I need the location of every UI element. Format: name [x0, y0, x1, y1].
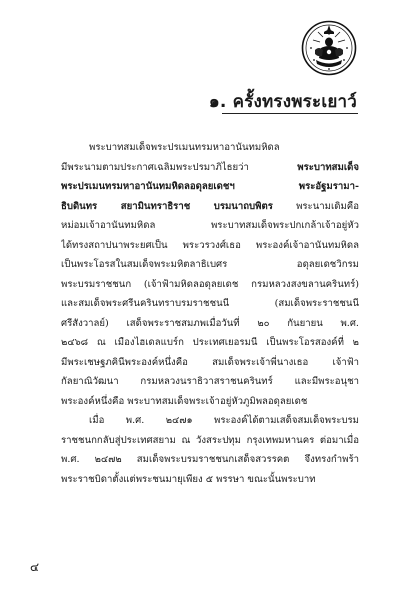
text-segment: เมื่อ พ.ศ. ๒๔๗๑ พระองค์ได้ตามเสด็จสมเด็จพระบรม: [89, 415, 359, 426]
bold-text-segment: พระบาทสมเด็จ: [297, 161, 359, 173]
text-segment: ๒๔๖๘ ณ เมืองไฮเดลแบร์ก ประเทศเยอรมนี เป็นพระโอรสองค์ที่ ๒: [61, 337, 359, 348]
text-segment: มีพระนามตามประกาศเฉลิมพระปรมาภิไธยว่า: [61, 161, 298, 173]
text-segment: พระนามเดิมคือ: [272, 200, 359, 212]
text-segment: ได้ทรงสถาปนาพระยศเป็น พระวรวงศ์เธอ พระองค์เจ้าอานันทมหิดล: [61, 239, 359, 251]
text-segment: พ.ศ. ๒๔๗๒ สมเด็จพระบรมราชชนกเสด็จสวรรคต จึงทรงกำพร้า: [61, 454, 359, 465]
royal-seal-emblem-icon: [301, 20, 357, 76]
paragraph-line: [61, 392, 359, 412]
chapter-title: ๑. ครั้งทรงพระเยาว์: [208, 92, 357, 112]
paragraph-line: [61, 411, 359, 431]
text-segment: พระราชบิดาตั้งแต่พระชนมายุเพียง ๕ พรรษา ขณะนั้นพระบาท: [61, 473, 316, 485]
page-number: ๔: [30, 560, 40, 574]
paragraph-line: [61, 450, 359, 470]
paragraph-line: [61, 470, 359, 490]
paragraph-line: [61, 177, 359, 197]
text-segment: พระบาทสมเด็จพระปรเมนทรมหาอานันทมหิดล: [89, 142, 280, 153]
text-segment: หม่อมเจ้าอานันทมหิดล พระบาทสมเด็จพระปกเกล้าเจ้าอยู่หัว: [61, 220, 359, 231]
paragraph-line: [61, 314, 359, 334]
paragraph-line: [61, 216, 359, 236]
title-underline-divider: [222, 113, 358, 114]
bold-text-segment: ธิบดินทร สยามินทราธิราช บรมนาถบพิตร: [61, 200, 273, 212]
paragraph-line: [61, 333, 359, 353]
paragraph-line: [61, 255, 359, 275]
text-segment: เป็นพระโอรสในสมเด็จพระมหิตลาธิเบศร อดุลยเดชวิกรม: [61, 259, 359, 270]
paragraph-line: [61, 138, 359, 158]
paragraph-line: [61, 372, 359, 392]
paragraph-line: [61, 431, 359, 451]
text-segment: กัลยาณิวัฒนา กรมหลวงนราธิวาสราชนครินทร์ และมีพระอนุชา: [61, 376, 359, 387]
text-segment: พระองค์หนึ่งคือ พระบาทสมเด็จพระเจ้าอยู่หัวภูมิพลอดุลยเดช: [61, 395, 308, 407]
paragraph-line: [61, 353, 359, 373]
text-segment: มีพระเชษฐภคินีพระองค์หนึ่งคือ สมเด็จพระเจ้าพี่นางเธอ เจ้าฟ้า: [61, 356, 359, 368]
text-segment: และสมเด็จพระศรีนครินทราบรมราชชนนี (สมเด็จพระราชชนนี: [61, 298, 359, 309]
body-text: [61, 138, 359, 489]
paragraph-line: [61, 294, 359, 314]
text-segment: พระบรมราชชนก (เจ้าฟ้ามหิดลอดุลยเดช กรมหลวงสงขลานครินทร์): [61, 278, 359, 290]
paragraph-line: [61, 197, 359, 217]
text-segment: ศรีสังวาลย์) เสด็จพระราชสมภพเมื่อวันที่ ๒๐ กันยายน พ.ศ.: [61, 317, 359, 329]
bold-text-segment: พระปรเมนทรมหาอานันทมหิดลอดุลยเดชฯ พระอัฐมรามา-: [61, 181, 359, 192]
paragraph-line: [61, 236, 359, 256]
text-segment: ราชชนกกลับสู่ประเทศสยาม ณ วังสระปทุม กรุงเทพมหานคร ต่อมาเมื่อ: [61, 434, 359, 446]
paragraph-line: [61, 275, 359, 295]
paragraph-line: [61, 158, 359, 178]
